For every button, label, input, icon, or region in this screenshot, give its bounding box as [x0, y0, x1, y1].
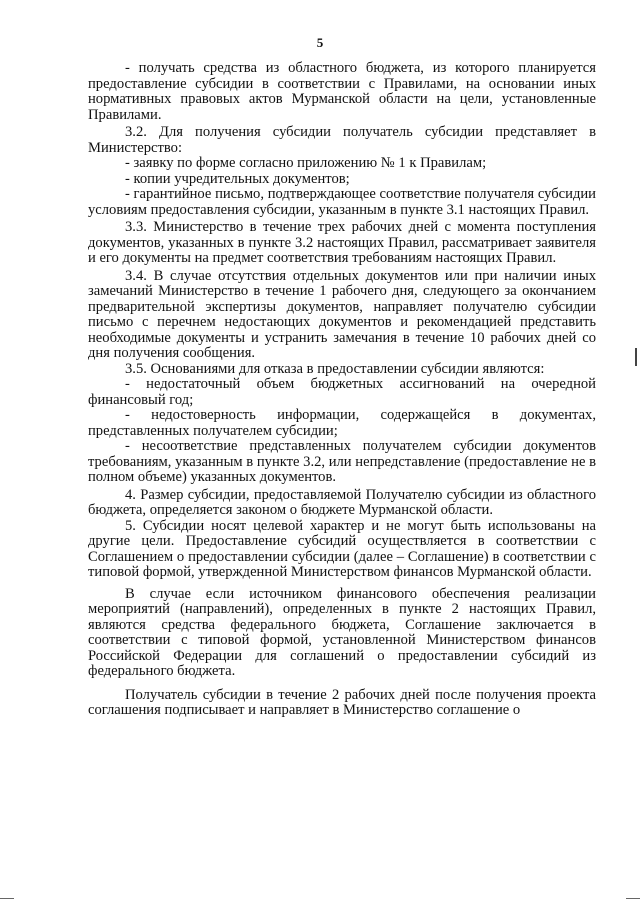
paragraph-3-3: 3.3. Министерство в течение трех рабочих дней с момента поступления документов, указанных в пункте 3.2 настоящих Правил, рассматривает заявителя и его документы на предмет соответствия требованиям настоящих Правил. [88, 219, 596, 266]
list-item-guarantee-letter: - гарантийное письмо, подтверждающее соответствие получателя субсидии условиям предоставления субсидии, указанным в пункте 3.1 настоящих Правил. [88, 186, 596, 218]
paragraph-1: - получать средства из областного бюджета, из которого планируется предоставление субсидии в соответствии с Правилами, на основании иных нормативных правовых актов Мурманской области на цели, установленные Правилами. [88, 60, 596, 123]
paragraph-3-5: 3.5. Основаниями для отказа в предоставлении субсидии являются: [125, 360, 545, 377]
paragraph-agreement-signing: Получатель субсидии в течение 2 рабочих дней после получения проекта соглашения подписывает и направляет в Министерство соглашение о [88, 686, 596, 718]
paragraph-4: 4. Размер субсидии, предоставляемой Получателю субсидии из областного бюджета, определяется законом о бюджете Мурманской области. [88, 486, 596, 518]
list-item-noncompliance: - несоответствие представленных получателем субсидии документов требованиям, указанным в пункте 3.2, или непредставление (предоставление не в полном объеме) указанных документов. [88, 438, 596, 485]
page-number: 5 [316, 35, 324, 50]
paragraph-5: 5. Субсидии носят целевой характер и не могут быть использованы на другие цели. Предоставление субсидий осуществляется в соответствии с Соглашением о предоставлении субсидии (далее – Соглашение) в соответствии с типовой формой, утвержденной Министерством финансов Мурманской области. [88, 517, 596, 580]
scan-edge-line-left [0, 898, 14, 899]
list-item-founding-docs: - копии учредительных документов; [125, 170, 350, 187]
list-item-insufficient-funds: - недостаточный объем бюджетных ассигнований на очередной финансовый год; [88, 376, 596, 408]
list-item-application: - заявку по форме согласно приложению № 1 к Правилам; [125, 155, 487, 171]
paragraph-3-4: 3.4. В случае отсутствия отдельных документов или при наличии иных замечаний Министерство в течение 1 рабочего дня, следующего за окончанием предварительной экспертизы документов, направляет получателю субсидии письмо с перечнем недостающих документов и рекомендацией представить необходимые документы и устранить замечания в течение 10 рабочих дней со дня получения сообщения. [88, 267, 596, 361]
document-body [88, 61, 596, 719]
scan-edge-line-right [626, 898, 640, 899]
list-item-unreliable-info: - недостоверность информации, содержащейся в документах, представленных получателем субсидии; [88, 407, 596, 439]
paragraph-3-2: 3.2. Для получения субсидии получатель субсидии представляет в Министерство: [88, 124, 596, 156]
paragraph-federal-budget: В случае если источником финансового обеспечения реализации мероприятий (направлений), определенных в пункте 2 настоящих Правил, являются средства федерального бюджета, Соглашение заключается в соответствии с типовой формой, установленной Министерством финансов Российской Федерации для соглашений о предоставлении субсидий из федерального бюджета. [88, 585, 596, 679]
scan-edge-mark [635, 348, 637, 366]
